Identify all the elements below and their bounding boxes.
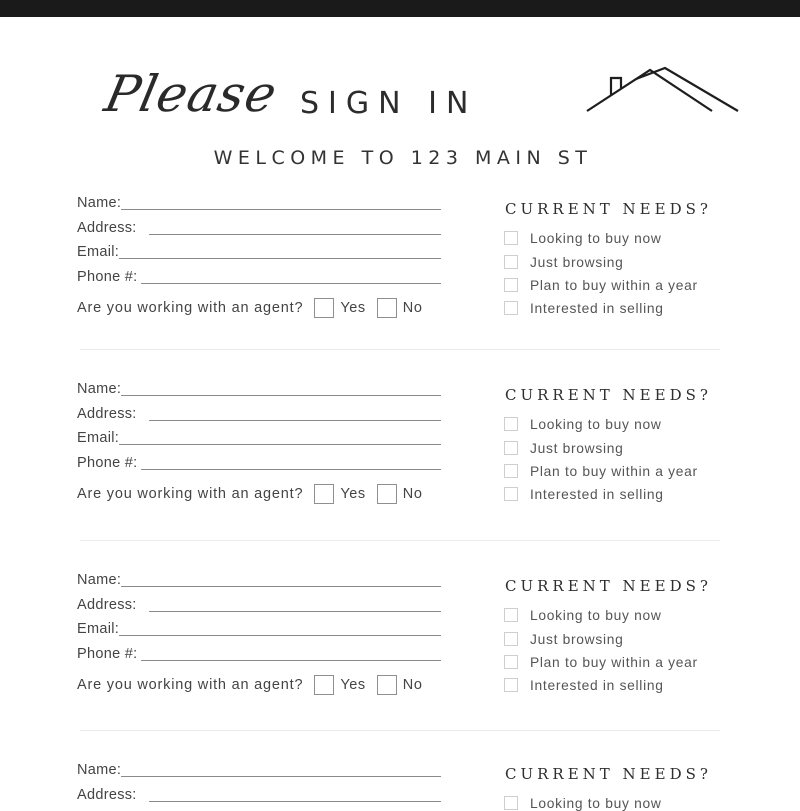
agent-yes-label: Yes xyxy=(340,677,366,693)
name-field[interactable] xyxy=(77,192,441,212)
email-line[interactable] xyxy=(119,635,441,636)
agent-question: Are you working with an agent? xyxy=(77,677,304,693)
name-line[interactable] xyxy=(121,209,441,210)
phone-line[interactable] xyxy=(141,660,441,661)
address-field[interactable] xyxy=(77,594,441,614)
address-field[interactable] xyxy=(77,403,441,423)
need-option[interactable] xyxy=(504,795,662,811)
need-checkbox[interactable] xyxy=(504,464,518,478)
need-label: Just browsing xyxy=(530,631,624,647)
phone-field[interactable] xyxy=(77,643,441,663)
need-option[interactable] xyxy=(504,230,662,246)
phone-label: Phone #: xyxy=(77,455,138,471)
email-line[interactable] xyxy=(119,258,441,259)
address-label: Address: xyxy=(77,787,137,803)
need-option[interactable] xyxy=(504,440,623,456)
agent-question-row xyxy=(77,297,434,319)
need-checkbox[interactable] xyxy=(504,417,518,431)
script-title-please: Please xyxy=(99,65,283,123)
need-checkbox[interactable] xyxy=(504,655,518,669)
agent-no-label: No xyxy=(402,677,423,693)
need-checkbox[interactable] xyxy=(504,608,518,622)
name-line[interactable] xyxy=(121,395,441,396)
address-field[interactable] xyxy=(77,784,441,804)
agent-yes-checkbox[interactable] xyxy=(314,298,334,318)
need-option[interactable] xyxy=(504,416,662,432)
name-label: Name: xyxy=(77,572,122,588)
current-needs-title: CURRENT NEEDS? xyxy=(505,765,712,783)
agent-question-row xyxy=(77,674,434,696)
entry-divider xyxy=(80,540,720,541)
sign-in-entry-3 xyxy=(0,567,800,727)
need-checkbox[interactable] xyxy=(504,441,518,455)
top-bar xyxy=(0,0,800,17)
name-label: Name: xyxy=(77,381,122,397)
name-line[interactable] xyxy=(121,776,441,777)
phone-field[interactable] xyxy=(77,452,441,472)
need-label: Looking to buy now xyxy=(530,607,662,623)
phone-label: Phone #: xyxy=(77,269,138,285)
need-label: Just browsing xyxy=(530,254,624,270)
email-field[interactable] xyxy=(77,618,441,638)
need-label: Looking to buy now xyxy=(530,795,662,811)
need-option[interactable] xyxy=(504,607,662,623)
phone-field[interactable] xyxy=(77,266,441,286)
agent-no-checkbox[interactable] xyxy=(377,675,397,695)
need-checkbox[interactable] xyxy=(504,301,518,315)
need-option[interactable] xyxy=(504,300,664,316)
email-line[interactable] xyxy=(119,444,441,445)
need-checkbox[interactable] xyxy=(504,796,518,810)
phone-label: Phone #: xyxy=(77,646,138,662)
agent-yes-checkbox[interactable] xyxy=(314,675,334,695)
agent-no-checkbox[interactable] xyxy=(377,298,397,318)
need-label: Plan to buy within a year xyxy=(530,277,698,293)
current-needs-title: CURRENT NEEDS? xyxy=(505,386,712,404)
address-label: Address: xyxy=(77,406,137,422)
need-checkbox[interactable] xyxy=(504,678,518,692)
need-label: Looking to buy now xyxy=(530,230,662,246)
name-line[interactable] xyxy=(121,586,441,587)
need-label: Interested in selling xyxy=(530,486,664,502)
sign-in-entry-4 xyxy=(0,757,800,811)
name-field[interactable] xyxy=(77,378,441,398)
need-option[interactable] xyxy=(504,463,698,479)
email-label: Email: xyxy=(77,621,120,637)
need-option[interactable] xyxy=(504,631,623,647)
header xyxy=(0,17,800,187)
page-title: SIGN IN xyxy=(300,86,478,121)
welcome-subtitle: WELCOME TO 123 MAIN ST xyxy=(213,147,593,169)
address-line[interactable] xyxy=(149,801,441,802)
name-field[interactable] xyxy=(77,569,441,589)
entry-divider xyxy=(80,730,720,731)
phone-line[interactable] xyxy=(141,469,441,470)
name-field[interactable] xyxy=(77,759,441,779)
address-field[interactable] xyxy=(77,217,441,237)
need-label: Interested in selling xyxy=(530,300,664,316)
agent-yes-label: Yes xyxy=(340,486,366,502)
need-label: Looking to buy now xyxy=(530,416,662,432)
address-label: Address: xyxy=(77,597,137,613)
address-line[interactable] xyxy=(149,611,441,612)
address-label: Address: xyxy=(77,220,137,236)
need-label: Plan to buy within a year xyxy=(530,463,698,479)
entry-divider xyxy=(80,349,720,350)
email-label: Email: xyxy=(77,244,120,260)
need-option[interactable] xyxy=(504,677,664,693)
house-roof-icon xyxy=(584,67,744,117)
agent-question: Are you working with an agent? xyxy=(77,486,304,502)
need-label: Just browsing xyxy=(530,440,624,456)
agent-yes-label: Yes xyxy=(340,300,366,316)
agent-no-checkbox[interactable] xyxy=(377,484,397,504)
current-needs-title: CURRENT NEEDS? xyxy=(505,577,712,595)
email-field[interactable] xyxy=(77,241,441,261)
agent-no-label: No xyxy=(402,300,423,316)
name-label: Name: xyxy=(77,195,122,211)
phone-line[interactable] xyxy=(141,283,441,284)
agent-no-label: No xyxy=(402,486,423,502)
need-checkbox[interactable] xyxy=(504,278,518,292)
agent-yes-checkbox[interactable] xyxy=(314,484,334,504)
address-line[interactable] xyxy=(149,420,441,421)
need-option[interactable] xyxy=(504,254,623,270)
name-label: Name: xyxy=(77,762,122,778)
current-needs-title: CURRENT NEEDS? xyxy=(505,200,712,218)
sign-in-entry-2 xyxy=(0,376,800,536)
need-checkbox[interactable] xyxy=(504,487,518,501)
need-option[interactable] xyxy=(504,486,664,502)
address-line[interactable] xyxy=(149,234,441,235)
need-label: Plan to buy within a year xyxy=(530,654,698,670)
need-option[interactable] xyxy=(504,654,698,670)
agent-question-row xyxy=(77,483,434,505)
need-label: Interested in selling xyxy=(530,677,664,693)
need-option[interactable] xyxy=(504,277,698,293)
need-checkbox[interactable] xyxy=(504,231,518,245)
sign-in-entry-1 xyxy=(0,190,800,350)
agent-question: Are you working with an agent? xyxy=(77,300,304,316)
need-checkbox[interactable] xyxy=(504,255,518,269)
need-checkbox[interactable] xyxy=(504,632,518,646)
email-label: Email: xyxy=(77,430,120,446)
email-field[interactable] xyxy=(77,427,441,447)
